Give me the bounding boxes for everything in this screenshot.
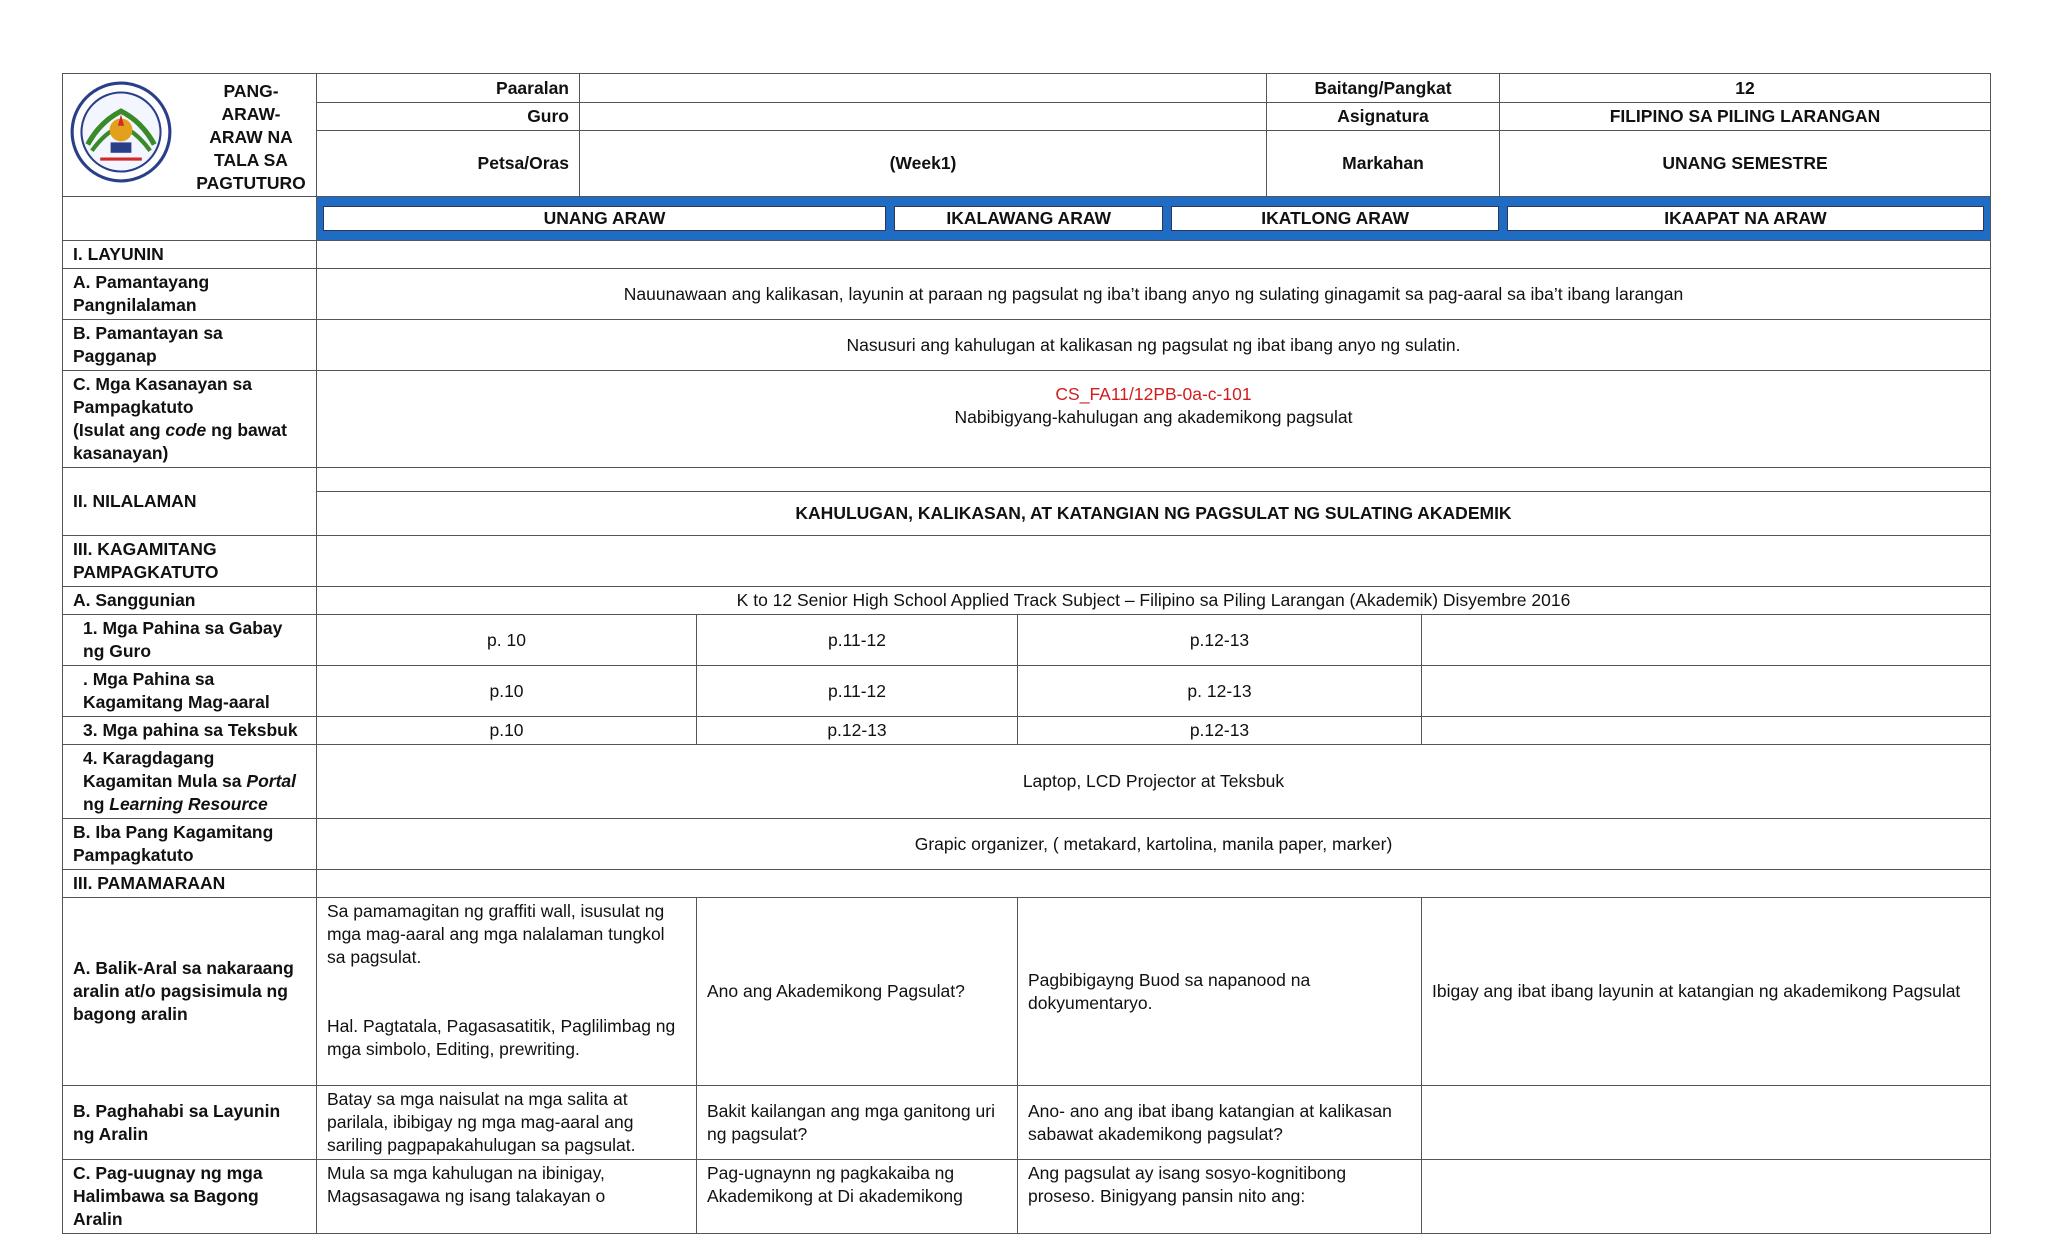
body-table xyxy=(62,240,1991,1234)
asignatura-label: Asignatura xyxy=(1267,103,1500,131)
nilalaman-heading: II. NILALAMAN xyxy=(63,468,317,536)
day-band xyxy=(317,197,1991,241)
kagamitan-heading: III. KAGAMITANG PAMPAGKATUTO xyxy=(63,536,317,587)
sanggunian-value: K to 12 Senior High School Applied Track Subject – Filipino sa Piling Larangan (Akademik) Disyembre 2016 xyxy=(317,587,1991,615)
layunin-heading: I. LAYUNIN xyxy=(63,241,317,269)
nilalaman-value: KAHULUGAN, KALIKASAN, AT KATANGIAN NG PAGSULAT NG SULATING AKADEMIK xyxy=(317,492,1991,536)
nilalaman-spacer xyxy=(317,468,1991,492)
petsa-label: Petsa/Oras xyxy=(317,131,580,197)
kasanayan-value xyxy=(317,371,1991,468)
baitang-value: 12 xyxy=(1500,74,1991,103)
markahan-value: UNANG SEMESTRE xyxy=(1500,131,1991,197)
iba-pang-kagamitan-label: B. Iba Pang Kagamitang Pampagkatuto xyxy=(63,819,317,870)
pag-uugnay-day2: Pag-ugnaynn ng pagkakaiba ng Akademikong at Di akademikong xyxy=(697,1160,1018,1234)
teksbuk-label: 3. Mga pahina sa Teksbuk xyxy=(63,717,317,745)
kasanayan-label: C. Mga Kasanayan sa Pampagkatuto (Isulat ang code ng bawat kasanayan) xyxy=(63,371,317,468)
pag-uugnay-day1: Mula sa mga kahulugan na ibinigay, Magsasagawa ng isang talakayan o xyxy=(317,1160,697,1234)
sanggunian-label: A. Sanggunian xyxy=(63,587,317,615)
gabay-guro-day2: p.11-12 xyxy=(697,615,1018,666)
pamamaraan-spacer xyxy=(317,870,1991,898)
pamantayan-pagganap-label: B. Pamantayan sa Pagganap xyxy=(63,320,317,371)
pamantayan-pagganap-value: Nasusuri ang kahulugan at kalikasan ng pagsulat ng ibat ibang anyo ng sulatin. xyxy=(317,320,1991,371)
balik-aral-day1: Sa pamamagitan ng graffiti wall, isusulat ng mga mag-aaral ang mga nalalaman tungkol sa pagsulat. Hal. Pagtatala, Pagasasatitik, Paglilimbag ng mga simbolo, Editing, prewriting. xyxy=(317,898,697,1086)
paghahabi-label: B. Paghahabi sa Layunin ng Aralin xyxy=(63,1086,317,1160)
gabay-guro-day1: p. 10 xyxy=(317,615,697,666)
competency-text: Nabibigyang-kahulugan ang akademikong pagsulat xyxy=(954,407,1353,427)
guro-label: Guro xyxy=(317,103,580,131)
pag-uugnay-label: C. Pag-uugnay ng mga Halimbawa sa Bagong Aralin xyxy=(63,1160,317,1234)
logo-title-cell xyxy=(63,74,317,197)
paaralan-value xyxy=(580,74,1267,103)
portal-label: 4. Karagdagang Kagamitan Mula sa Portal ng Learning Resource xyxy=(63,745,317,819)
day-header-2: IKALAWANG ARAW xyxy=(894,206,1164,231)
teksbuk-day1: p.10 xyxy=(317,717,697,745)
balik-aral-day3: Pagbibigayng Buod sa napanood na dokyumentaryo. xyxy=(1018,898,1422,1086)
kagamitang-magaaral-day4 xyxy=(1422,666,1991,717)
paghahabi-day1: Batay sa mga naisulat na mga salita at parilala, ibibigay ng mga mag-aaral ang sariling pagpapakahulugan sa pagsulat. xyxy=(317,1086,697,1160)
gabay-guro-label: 1. Mga Pahina sa Gabay ng Guro xyxy=(63,615,317,666)
paghahabi-day3: Ano- ano ang ibat ibang katangian at kalikasan sabawat akademikong pagsulat? xyxy=(1018,1086,1422,1160)
gabay-guro-day4 xyxy=(1422,615,1991,666)
portal-value: Laptop, LCD Projector at Teksbuk xyxy=(317,745,1991,819)
teksbuk-day4 xyxy=(1422,717,1991,745)
teksbuk-day2: p.12-13 xyxy=(697,717,1018,745)
kagamitang-magaaral-day1: p.10 xyxy=(317,666,697,717)
day-header-1: UNANG ARAW xyxy=(323,206,886,231)
baitang-label: Baitang/Pangkat xyxy=(1267,74,1500,103)
petsa-value: (Week1) xyxy=(580,131,1267,197)
balik-aral-day4: Ibigay ang ibat ibang layunin at katangian ng akademikong Pagsulat xyxy=(1422,898,1991,1086)
guro-value xyxy=(580,103,1267,131)
pamantayang-pangnilalaman-label: A. Pamantayang Pangnilalaman xyxy=(63,269,317,320)
competency-code: CS_FA11/12PB-0a-c-101 xyxy=(1055,384,1252,404)
paghahabi-day4 xyxy=(1422,1086,1991,1160)
asignatura-value: FILIPINO SA PILING LARANGAN xyxy=(1500,103,1991,131)
balik-aral-label: A. Balik-Aral sa nakaraang aralin at/o pagsisimula ng bagong aralin xyxy=(63,898,317,1086)
deped-seal-icon xyxy=(69,80,173,184)
gabay-guro-day3: p.12-13 xyxy=(1018,615,1422,666)
layunin-spacer xyxy=(317,241,1991,269)
pamamaraan-heading: III. PAMAMARAAN xyxy=(63,870,317,898)
day-header-3: IKATLONG ARAW xyxy=(1171,206,1498,231)
kagamitang-magaaral-day2: p.11-12 xyxy=(697,666,1018,717)
pamantayang-pangnilalaman-value: Nauunawaan ang kalikasan, layunin at paraan ng pagsulat ng iba’t ibang anyo ng sulating ginagamit sa pag-aaral sa iba’t ibang larangan xyxy=(317,269,1991,320)
header-table xyxy=(62,73,1991,241)
day-band-spacer xyxy=(63,197,317,241)
markahan-label: Markahan xyxy=(1267,131,1500,197)
document-title: PANG- ARAW- ARAW NA TALA SA PAGTUTURO xyxy=(196,81,306,193)
pag-uugnay-day4 xyxy=(1422,1160,1991,1234)
paaralan-label: Paaralan xyxy=(317,74,580,103)
kagamitang-magaaral-label: . Mga Pahina sa Kagamitang Mag-aaral xyxy=(63,666,317,717)
teksbuk-day3: p.12-13 xyxy=(1018,717,1422,745)
kagamitan-spacer xyxy=(317,536,1991,587)
paghahabi-day2: Bakit kailangan ang mga ganitong uri ng pagsulat? xyxy=(697,1086,1018,1160)
lesson-plan-sheet xyxy=(62,73,1990,1234)
pag-uugnay-day3: Ang pagsulat ay isang sosyo-kognitibong proseso. Binigyang pansin nito ang: xyxy=(1018,1160,1422,1234)
kagamitang-magaaral-day3: p. 12-13 xyxy=(1018,666,1422,717)
balik-aral-day2: Ano ang Akademikong Pagsulat? xyxy=(697,898,1018,1086)
day-header-4: IKAAPAT NA ARAW xyxy=(1507,206,1984,231)
iba-pang-kagamitan-value: Grapic organizer, ( metakard, kartolina, manila paper, marker) xyxy=(317,819,1991,870)
